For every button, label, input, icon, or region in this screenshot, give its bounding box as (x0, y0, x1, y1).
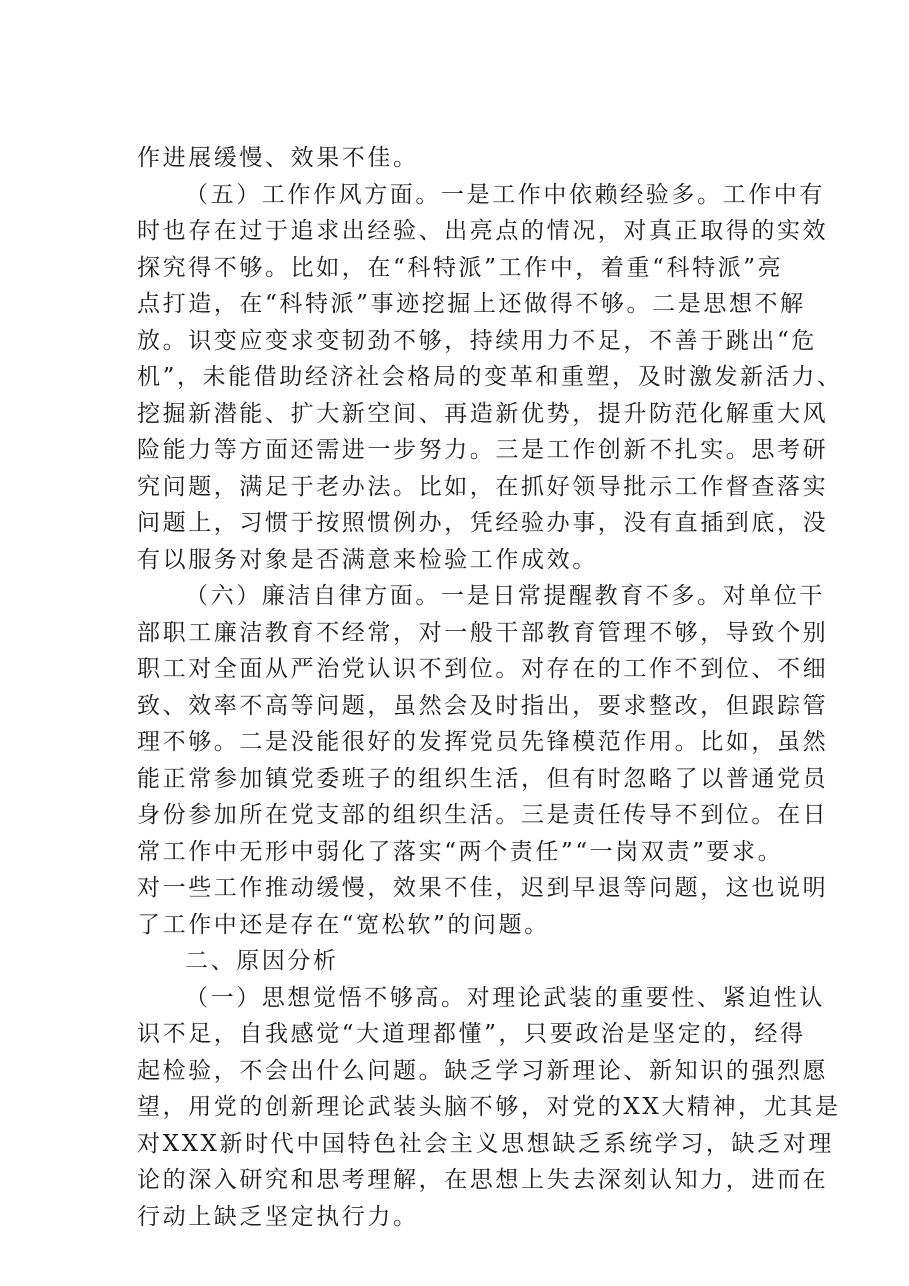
text-line: 身份参加所在党支部的组织生活。三是责任传导不到位。在日 (137, 802, 829, 828)
text-line: 致、效率不高等问题，虽然会及时指出，要求整改，但跟踪管 (137, 692, 829, 719)
text-line: 问题上，习惯于按照惯例办，凭经验办事，没有直插到底，没 (137, 510, 829, 536)
text-line: 放。识变应变求变韧劲不够，持续用力不足，不善于跳出“危 (137, 327, 817, 354)
text-line: 究问题，满足于老办法。比如，在抓好领导批示工作督查落实 (137, 473, 829, 500)
text-line: 二、原因分析 (185, 948, 339, 974)
text-line: 识不足，自我感觉“大道理都懂”，只要政治是坚定的，经得 (137, 1021, 806, 1047)
text-line: 起检验，不会出什么问题。缺乏学习新理论、新知识的强烈愿 (137, 1057, 829, 1084)
text-line: （五）工作作风方面。一是工作中依赖经验多。工作中有 (185, 181, 825, 208)
text-line: 行动上缺乏坚定执行力。 (137, 1203, 419, 1230)
text-line: 对XXX新时代中国特色社会主义思想缺乏系统学习，缺乏对理 (137, 1130, 834, 1157)
text-line: 理不够。二是没能很好的发挥党员先锋模范作用。比如，虽然 (137, 729, 829, 755)
text-line: 作进展缓慢、效果不佳。 (137, 145, 419, 171)
text-line: 探究得不够。比如，在“科特派”工作中，着重“科特派”亮 (137, 254, 784, 281)
text-line: 了工作中还是存在“宽松软”的问题。 (137, 911, 550, 938)
text-line: 机”，未能借助经济社会格局的变革和重塑，及时激发新活力、 (137, 364, 843, 390)
text-line: 点打造，在“科特派”事迹挖掘上还做得不够。二是思想不解 (137, 291, 806, 317)
text-line: （一）思想觉悟不够高。对理论武装的重要性、紧迫性认 (185, 984, 825, 1011)
text-line: 对一些工作推动缓慢，效果不佳，迟到早退等问题，这也说明 (137, 875, 829, 901)
text-line: 时也存在过于追求出经验、出亮点的情况，对真正取得的实效 (137, 218, 829, 244)
text-line: 挖掘新潜能、扩大新空间、再造新优势，提升防范化解重大风 (137, 400, 829, 427)
text-line: 常工作中无形中弱化了落实“两个责任”“一岗双责”要求。 (137, 838, 784, 865)
text-line: 望，用党的创新理论武装头脑不够，对党的XX大精神，尤其是 (137, 1094, 841, 1120)
text-line: （六）廉洁自律方面。一是日常提醒教育不多。对单位干 (185, 583, 825, 609)
text-line: 险能力等方面还需进一步努力。三是工作创新不扎实。思考研 (137, 437, 829, 463)
text-line: 部职工廉洁教育不经常，对一般干部教育管理不够，导致个别 (137, 619, 829, 646)
text-line: 职工对全面从严治党认识不到位。对存在的工作不到位、不细 (137, 656, 829, 682)
text-line: 论的深入研究和思考理解，在思想上失去深刻认知力，进而在 (137, 1167, 829, 1193)
document-body (137, 140, 843, 1235)
text-line: 能正常参加镇党委班子的组织生活，但有时忽略了以普通党员 (137, 765, 829, 792)
text-line: 有以服务对象是否满意来检验工作成效。 (137, 546, 598, 573)
